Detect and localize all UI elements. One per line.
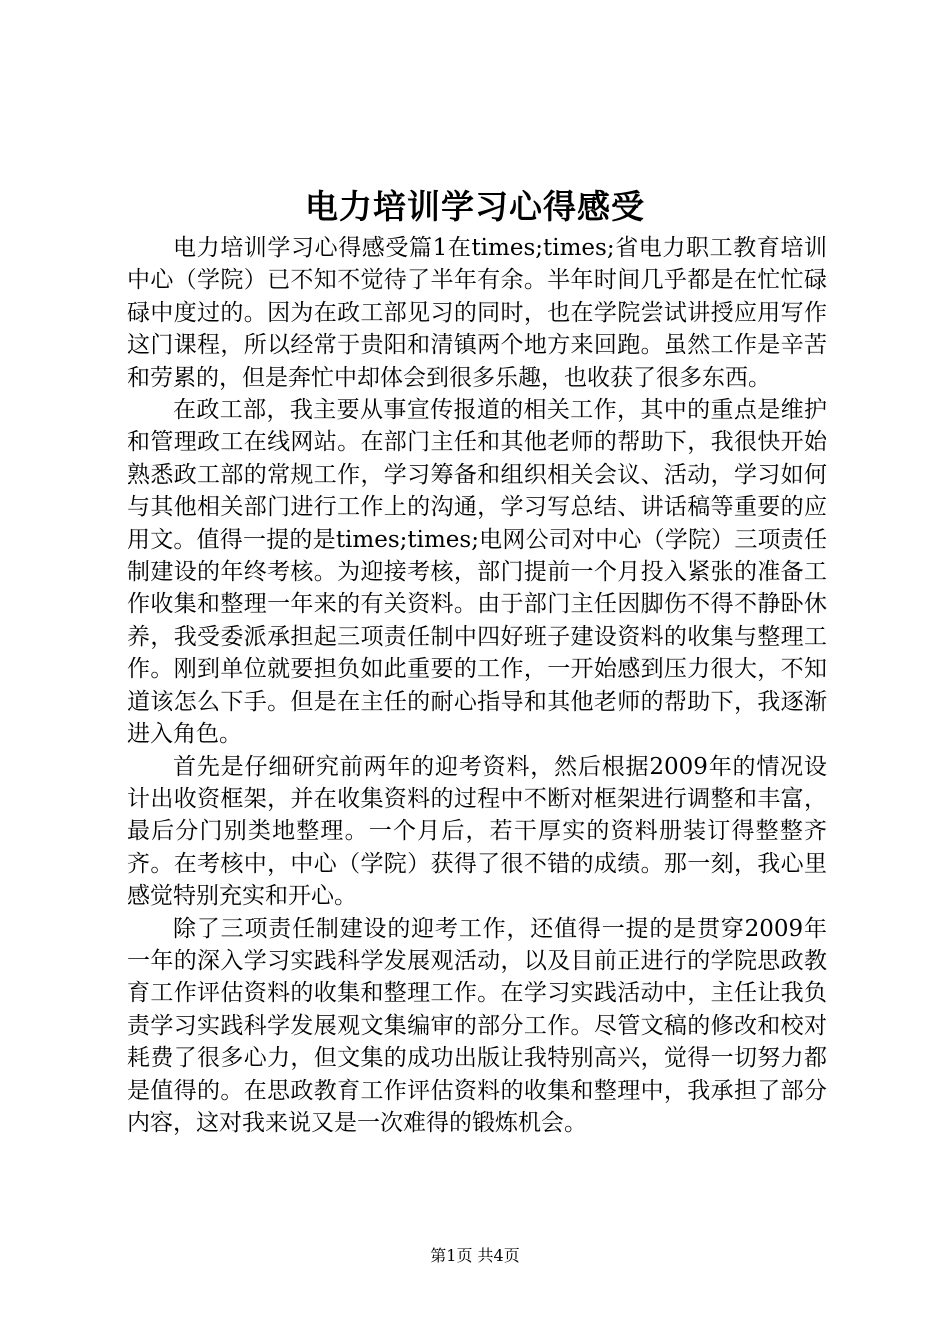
paragraph-4: 除了三项责任制建设的迎考工作，还值得一提的是贯穿2009年一年的深入学习实践科学发展观活动，以及目前正进行的学院思政教育工作评估资料的收集和整理工作。在学习实践活动中，主任让我负责学习实践科学发展观文集编审的部分工作。尽管文稿的修改和校对耗费了很多心力，但文集的成功出版让我特别高兴，觉得一切努力都是值得的。在思政教育工作评估资料的收集和整理中，我承担了部分内容，这对我来说又是一次难得的锻炼机会。 [127, 915, 827, 1136]
document-title: 电力培训学习心得感受 [305, 187, 645, 226]
paragraph-3: 首先是仔细研究前两年的迎考资料，然后根据2009年的情况设计出收资框架，并在收集资料的过程中不断对框架进行调整和丰富，最后分门别类地整理。一个月后，若干厚实的资料册装订得整整齐齐。在考核中，中心（学院）获得了很不错的成绩。那一刻，我心里感觉特别充实和开心。 [127, 753, 827, 910]
page-number-footer: 第1页 共4页 [430, 1246, 520, 1265]
paragraph-2: 在政工部，我主要从事宣传报道的相关工作，其中的重点是维护和管理政工在线网站。在部门主任和其他老师的帮助下，我很快开始熟悉政工部的常规工作，学习筹备和组织相关会议、活动，学习如何与其他相关部门进行工作上的沟通，学习写总结、讲话稿等重要的应用文。值得一提的是times;times;电网公司对中心（学院）三项责任制建设的年终考核。为迎接考核，部门提前一个月投入紧张的准备工作收集和整理一年来的有关资料。由于部门主任因脚伤不得不静卧休养，我受委派承担起三项责任制中四好班子建设资料的收集与整理工作。刚到单位就要担负如此重要的工作，一开始感到压力很大，不知道该怎么下手。但是在主任的耐心指导和其他老师的帮助下，我逐渐进入角色。 [127, 397, 827, 748]
document-body [127, 232, 827, 1139]
paragraph-1: 电力培训学习心得感受篇1在times;times;省电力职工教育培训中心（学院）已不知不觉待了半年有余。半年时间几乎都是在忙忙碌碌中度过的。因为在政工部见习的同时，也在学院尝试讲授应用写作这门课程，所以经常于贵阳和清镇两个地方来回跑。虽然工作是辛苦和劳累的，但是奔忙中却体会到很多乐趣，也收获了很多东西。 [127, 235, 827, 391]
